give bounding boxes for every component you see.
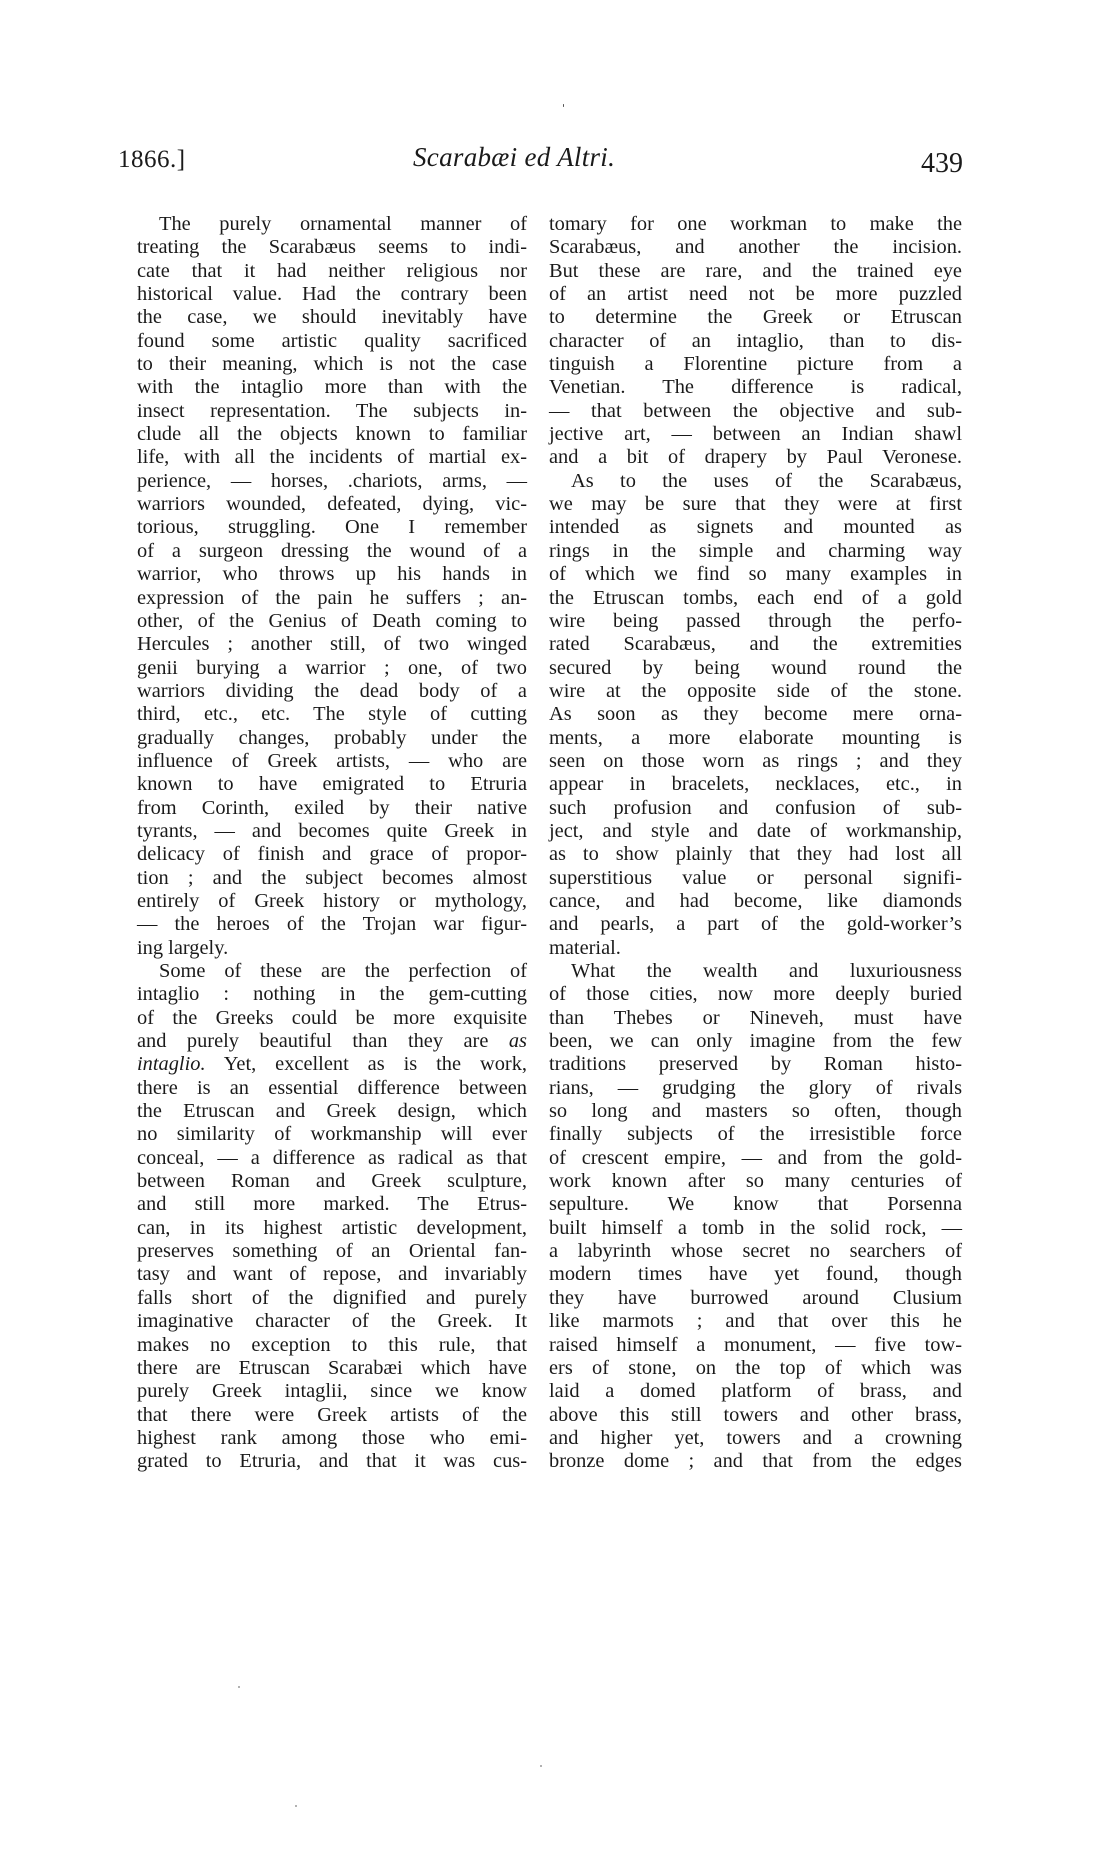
text-line: historical value. Had the contrary been: [137, 283, 527, 306]
right-column: [549, 213, 962, 1474]
text-line: tion ; and the subject becomes almost: [137, 866, 527, 889]
text-line: to their meaning, which is not the case: [137, 353, 527, 376]
text-line: grated to Etruria, and that it was cus-: [137, 1450, 527, 1473]
text-line: that there were Greek artists of the: [137, 1403, 527, 1426]
text-line: rings in the simple and charming way: [549, 539, 962, 562]
text-line: of those cities, now more deeply buried: [549, 983, 962, 1006]
text-line: expression of the pain he suffers ; an-: [137, 586, 527, 609]
text-line: there are Etruscan Scarabæi which have: [137, 1356, 527, 1379]
text-line: wire being passed through the perfo-: [549, 609, 962, 632]
left-column: [137, 213, 527, 1474]
text-line: As to the uses of the Scarabæus,: [571, 469, 962, 492]
text-line: sepulture. We know that Porsenna: [549, 1193, 962, 1216]
scan-speck: [295, 1805, 297, 1807]
text-line: so long and masters so often, though: [549, 1100, 962, 1123]
text-line: other, of the Genius of Death coming to: [137, 609, 527, 632]
text-line: than Thebes or Nineveh, must have: [549, 1006, 962, 1029]
text-line: laid a domed platform of brass, and: [549, 1380, 962, 1403]
text-line: the Etruscan and Greek design, which: [137, 1100, 527, 1123]
text-line: purely Greek intaglii, since we know: [137, 1380, 527, 1403]
scan-speck: [540, 1765, 542, 1767]
text-line: the Etruscan tombs, each end of a gold: [549, 586, 962, 609]
text-line: raised himself a monument, — five tow-: [549, 1333, 962, 1356]
text-line: third, etc., etc. The style of cutting: [137, 703, 527, 726]
text-line: Venetian. The difference is radical,: [549, 376, 962, 399]
text-line: built himself a tomb in the solid rock, —: [549, 1216, 962, 1239]
text-line: As soon as they become mere orna-: [549, 703, 962, 726]
text-line: ing largely.: [137, 936, 229, 959]
page-number: 439: [921, 148, 963, 179]
running-head: [118, 140, 963, 184]
text-line: and still more marked. The Etrus-: [137, 1193, 527, 1216]
text-line: ers of stone, on the top of which was: [549, 1356, 962, 1379]
text-line: of crescent empire, — and from the gold-: [549, 1146, 962, 1169]
text-line: delicacy of finish and grace of propor-: [137, 843, 527, 866]
text-line: Scarabæus, and another the incision.: [549, 236, 962, 259]
text-line: — the heroes of the Trojan war figur-: [137, 913, 527, 936]
text-line: and higher yet, towers and a crowning: [549, 1426, 962, 1449]
text-line: we may be sure that they were at first: [549, 493, 962, 516]
text-line: the case, we should inevitably have: [137, 306, 527, 329]
text-line: genii burying a warrior ; one, of two: [137, 656, 527, 679]
text-line: such profusion and confusion of sub-: [549, 796, 962, 819]
text-line: modern times have yet found, though: [549, 1263, 962, 1286]
scan-speck: [563, 104, 564, 107]
text-line: ments, a more elaborate mounting is: [549, 726, 962, 749]
text-line: preserves something of an Oriental fan-: [137, 1240, 527, 1263]
text-line: ject, and style and date of workmanship,: [549, 819, 962, 842]
text-line: character of an intaglio, than to dis-: [549, 329, 962, 352]
text-line: with the intaglio more than with the: [137, 376, 527, 399]
text-line: [137, 1053, 527, 1076]
text-line: secured by being wound round the: [549, 656, 962, 679]
text-line: known to have emigrated to Etruria: [137, 773, 527, 796]
text-line: warriors wounded, defeated, dying, vic-: [137, 493, 527, 516]
text-line: there is an essential difference between: [137, 1076, 527, 1099]
text-line: and a bit of drapery by Paul Veronese.: [549, 446, 962, 469]
text-line: seen on those worn as rings ; and they: [549, 749, 962, 772]
text-line: imaginative character of the Greek. It: [137, 1310, 527, 1333]
text-line: intended as signets and mounted as: [549, 516, 962, 539]
text-line: The purely ornamental manner of: [159, 213, 527, 235]
text-fragment: and purely beautiful than they are: [137, 1030, 509, 1053]
text-line: of the Greeks could be more exquisite: [137, 1006, 527, 1029]
text-line: Hercules ; another still, of two winged: [137, 633, 527, 656]
text-line: insect representation. The subjects in-: [137, 399, 527, 422]
text-line: highest rank among those who emi-: [137, 1426, 527, 1449]
italic-fragment: intaglio.: [137, 1053, 206, 1076]
text-line: traditions preserved by Roman histo-: [549, 1053, 962, 1076]
text-line: conceal, — a difference as radical as that: [137, 1146, 527, 1169]
text-line: cate that it had neither religious nor: [137, 259, 527, 282]
text-line: of a surgeon dressing the wound of a: [137, 539, 527, 562]
text-line: they have burrowed around Clusium: [549, 1286, 962, 1309]
text-line: clude all the objects known to familiar: [137, 423, 527, 446]
text-line: work known after so many centuries of: [549, 1170, 962, 1193]
text-line: life, with all the incidents of martial ex-: [137, 446, 527, 469]
italic-fragment: as: [508, 1030, 527, 1053]
text-line: bronze dome ; and that from the edges: [549, 1450, 962, 1473]
text-line: What the wealth and luxuriousness: [571, 960, 962, 982]
text-fragment: Yet, excellent as is the work,: [205, 1053, 527, 1076]
text-line: wire at the opposite side of the stone.: [549, 679, 962, 702]
text-line: warrior, who throws up his hands in: [137, 563, 527, 586]
text-line: — that between the objective and sub-: [549, 399, 962, 422]
text-line: found some artistic quality sacrificed: [137, 329, 527, 352]
text-line: entirely of Greek history or mythology,: [137, 889, 527, 912]
text-line: and pearls, a part of the gold-worker’s: [549, 913, 962, 936]
text-line: jective art, — between an Indian shawl: [549, 423, 962, 446]
text-line: perience, — horses, .chariots, arms, —: [137, 469, 527, 492]
text-line: finally subjects of the irresistible force: [549, 1123, 962, 1146]
header-year: 1866.]: [118, 146, 186, 173]
text-line: influence of Greek artists, — who are: [137, 749, 527, 772]
text-line: tinguish a Florentine picture from a: [549, 353, 962, 376]
text-line: makes no exception to this rule, that: [137, 1333, 527, 1356]
text-line: appear in bracelets, necklaces, etc., in: [549, 773, 962, 796]
text-line: of which we find so many examples in: [549, 563, 962, 586]
text-line: tasy and want of repose, and invariably: [137, 1263, 527, 1286]
text-line: rated Scarabæus, and the extremities: [549, 633, 962, 656]
text-line: cance, and had become, like diamonds: [549, 889, 962, 912]
text-line: Some of these are the perfection of: [159, 960, 527, 982]
scan-speck: [238, 1686, 240, 1688]
text-line: can, in its highest artistic development,: [137, 1216, 527, 1239]
text-line: [137, 1030, 527, 1053]
text-line: between Roman and Greek sculpture,: [137, 1170, 527, 1193]
text-line: of an artist need not be more puzzled: [549, 283, 962, 306]
text-line: warriors dividing the dead body of a: [137, 679, 527, 702]
header-title: Scarabæi ed Altri.: [413, 142, 616, 172]
text-line: torious, struggling. One I remember: [137, 516, 527, 539]
text-line: no similarity of workmanship will ever: [137, 1123, 527, 1146]
text-line: a labyrinth whose secret no searchers of: [549, 1240, 962, 1263]
text-line: been, we can only imagine from the few: [549, 1030, 962, 1053]
text-line: as to show plainly that they had lost all: [549, 843, 962, 866]
text-line: superstitious value or personal signifi-: [549, 866, 962, 889]
text-line: treating the Scarabæus seems to indi-: [137, 236, 527, 259]
text-line: falls short of the dignified and purely: [137, 1286, 527, 1309]
text-line: rians, — grudging the glory of rivals: [549, 1076, 962, 1099]
text-line: intaglio : nothing in the gem-cutting: [137, 983, 527, 1006]
text-line: tomary for one workman to make the: [549, 213, 962, 235]
text-line: to determine the Greek or Etruscan: [549, 306, 962, 329]
text-line: gradually changes, probably under the: [137, 726, 527, 749]
text-line: But these are rare, and the trained eye: [549, 259, 962, 282]
text-line: like marmots ; and that over this he: [549, 1310, 962, 1333]
text-line: tyrants, — and becomes quite Greek in: [137, 819, 527, 842]
text-line: from Corinth, exiled by their native: [137, 796, 527, 819]
text-line: above this still towers and other brass,: [549, 1403, 962, 1426]
text-line: material.: [549, 936, 621, 959]
